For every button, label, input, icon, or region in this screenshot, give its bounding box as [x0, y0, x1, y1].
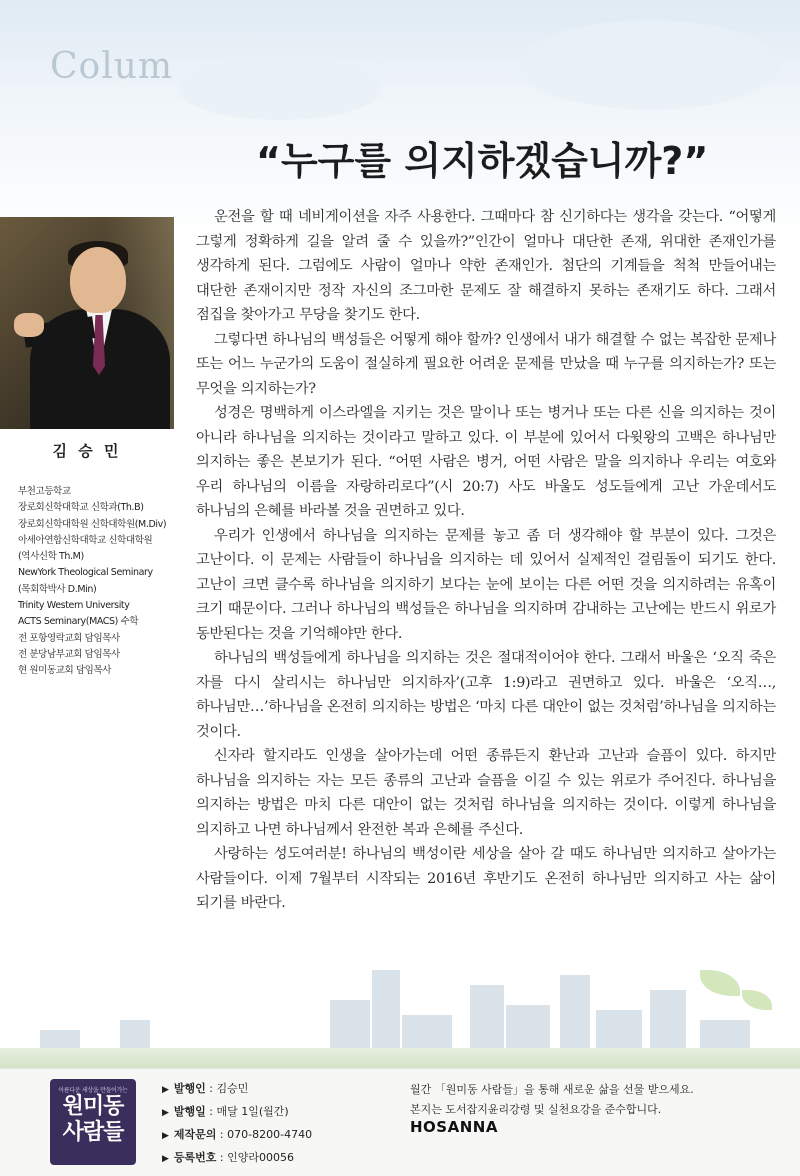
- credential-item: NewYork Theological Seminary: [18, 567, 153, 579]
- credential-item: (역사신학 Th.M): [18, 551, 84, 563]
- city-skyline-decoration: [0, 960, 800, 1070]
- triangle-bullet-icon: ▶: [162, 1131, 169, 1141]
- triangle-bullet-icon: ▶: [162, 1085, 169, 1095]
- article-headline: “누구를 의지하겠습니까?”: [256, 139, 709, 183]
- author-credentials: [18, 484, 193, 680]
- credential-item: 장로회신학대학원 신학대학원(M.Div): [18, 518, 167, 530]
- article-paragraph: 운전을 할 때 네비게이션을 자주 사용한다. 그때마다 참 신기하다는 생각을 갖는다. “어떻게 그렇게 정확하게 길을 알려 줄 수 있을까?”인간이 얼마나 대단한 존재, 위대한 존재인가를 생각하게 된다. 그럼에도 사람이 얼마나 약한 존재인가. 첨단의 기계들을 척척 만들어내는 대단한 존재이지만 정작 자신의 조그마한 문제도 잘 해결하지 못하는 존재기도 하다. 그래서 점집을 찾아가고 무당을 찾기도 한다.: [196, 209, 776, 323]
- publication-info-item: ▶ 제작문의 : 070-8200-4740: [162, 1128, 313, 1141]
- article-paragraph: 신자라 할지라도 인생을 살아가는데 어떤 종류든지 환난과 고난과 슬픔이 있다. 하지만 하나님을 의지하는 자는 모든 종류의 고난과 슬픔을 이길 수 있는 위로가 주어진다. 하나님을 의지하는 방법은 마치 다른 대안이 없는 것처럼 하나님을 의지하는 것이다. 이렇게 하나님을 의지하고 나면 하나님께서 완전한 복과 은혜를 주신다.: [196, 748, 776, 838]
- publication-info-item: ▶ 발행인 : 김승민: [162, 1082, 249, 1095]
- publication-info: [162, 1078, 312, 1170]
- footer-note: 본지는 도서잡지윤리강령 및 실천요강을 준수합니다.: [410, 1103, 662, 1116]
- article-paragraph: 사랑하는 성도여러분! 하나님의 백성이란 세상을 살아 갈 때도 하나님만 의지하고 살아가는 사람들이다. 이제 7월부터 시작되는 2016년 후반기도 온전히 하나님만 의지하고 사는 삶이 되기를 바란다.: [196, 846, 776, 911]
- credential-item: 전 포항영락교회 담임목사: [18, 632, 120, 644]
- credential-item: (목회학박사 D.Min): [18, 583, 97, 595]
- credential-item: 아세아연합신학대학교 신학대학원: [18, 534, 153, 546]
- author-name: 김 승 민: [52, 442, 122, 460]
- magazine-logo: [50, 1079, 136, 1165]
- triangle-bullet-icon: ▶: [162, 1108, 169, 1118]
- credential-item: 장로회신학대학교 신학과(Th.B): [18, 502, 144, 514]
- info-label: 발행인: [173, 1082, 206, 1095]
- info-label: 발행일: [173, 1105, 206, 1118]
- credential-item: 전 분당남부교회 담임목사: [18, 648, 120, 660]
- logo-line-2: 사람들: [62, 1120, 124, 1145]
- info-value: 인양라00056: [227, 1151, 295, 1164]
- footer-note: 월간 「원미동 사람들」을 통해 새로운 삶을 선물 받으세요.: [410, 1083, 694, 1096]
- info-value: 070-8200-4740: [227, 1128, 313, 1141]
- info-value: 김승민: [216, 1082, 249, 1095]
- article-paragraph: 그렇다면 하나님의 백성들은 어떻게 해야 할까? 인생에서 내가 해결할 수 없는 복잡한 문제나 또는 어느 누군가의 도움이 절실하게 필요한 어려운 문제를 만났을 때 누구를 의지하는가? 또는 무엇을 의지하는가?: [196, 331, 776, 397]
- credential-item: 현 원미동교회 담임목사: [18, 665, 112, 677]
- publication-info-item: ▶ 발행일 : 매달 1일(월간): [162, 1105, 289, 1118]
- article-paragraph: 우리가 인생에서 하나님을 의지하는 문제를 놓고 좀 더 생각해야 할 부분이 있다. 그것은 고난이다. 이 문제는 사람들이 하나님을 의지하는 데 있어서 실제적인 걸림돌이 되기도 한다. 고난이 크면 클수록 하나님을 의지하기 보다는 눈에 보이는 다른 어떤 것을 의지하려는 유혹이 크기 때문이다. 그러나 하나님의 백성들은 하나님을 의지하며 감내하는 고난에는 반드시 위로가 동반된다는 것을 기억해야만 한다.: [196, 527, 776, 642]
- triangle-bullet-icon: ▶: [162, 1154, 169, 1164]
- footer-notes: [410, 1080, 694, 1120]
- article-paragraph: 성경은 명백하게 이스라엘을 지키는 것은 말이나 또는 병거나 또는 다른 신을 의지하는 것이 아니라 하나님을 의지하는 것이라고 말하고 있다. 이 부분에 있어서 다윗왕의 고백은 하나님만 의지하는 좋은 본보기가 된다. “어떤 사람은 병거, 어떤 사람은 말을 의지하나 우리는 여호와 우리 하나님의 이름을 자랑하리로다”(시 20:7) 사도 바울도 성도들에게 고난 가운데서도 하나님의 은혜를 바라볼 것을 권면하고 있다.: [196, 405, 776, 519]
- credential-item: 부천고등학교: [18, 486, 71, 497]
- publication-info-item: ▶ 등록번호 : 인양라00056: [162, 1151, 295, 1164]
- logo-tagline: 아름다운 세상을 만들어가는: [58, 1087, 128, 1094]
- credential-item: ACTS Seminary(MACS) 수학: [18, 616, 139, 628]
- info-label: 제작문의: [173, 1128, 217, 1141]
- credential-item: Trinity Western University: [18, 600, 130, 612]
- article-paragraph: 하나님의 백성들에게 하나님을 의지하는 것은 절대적이어야 한다. 그래서 바울은 ‘오직 죽은 자를 다시 살리시는 하나님만 의지하자’(고후 1:9)라고 권면하고 있다. 바울은 ‘오직…, 하나님만…’하나님을 온전히 의지하는 방법은 ‘마치 다른 대안이 없는 것처럼’하나님을 의지하는 것이다.: [196, 650, 776, 740]
- cloud-decoration: [180, 60, 380, 120]
- info-value: 매달 1일(월간): [216, 1105, 289, 1118]
- author-photo: [0, 217, 174, 429]
- brand-logo: HOSANNA: [410, 1118, 498, 1136]
- article-body: [196, 205, 776, 916]
- info-label: 등록번호: [173, 1151, 217, 1164]
- section-label: Colum: [50, 46, 174, 87]
- cloud-decoration: [520, 20, 780, 110]
- logo-line-1: 원미동: [62, 1094, 124, 1119]
